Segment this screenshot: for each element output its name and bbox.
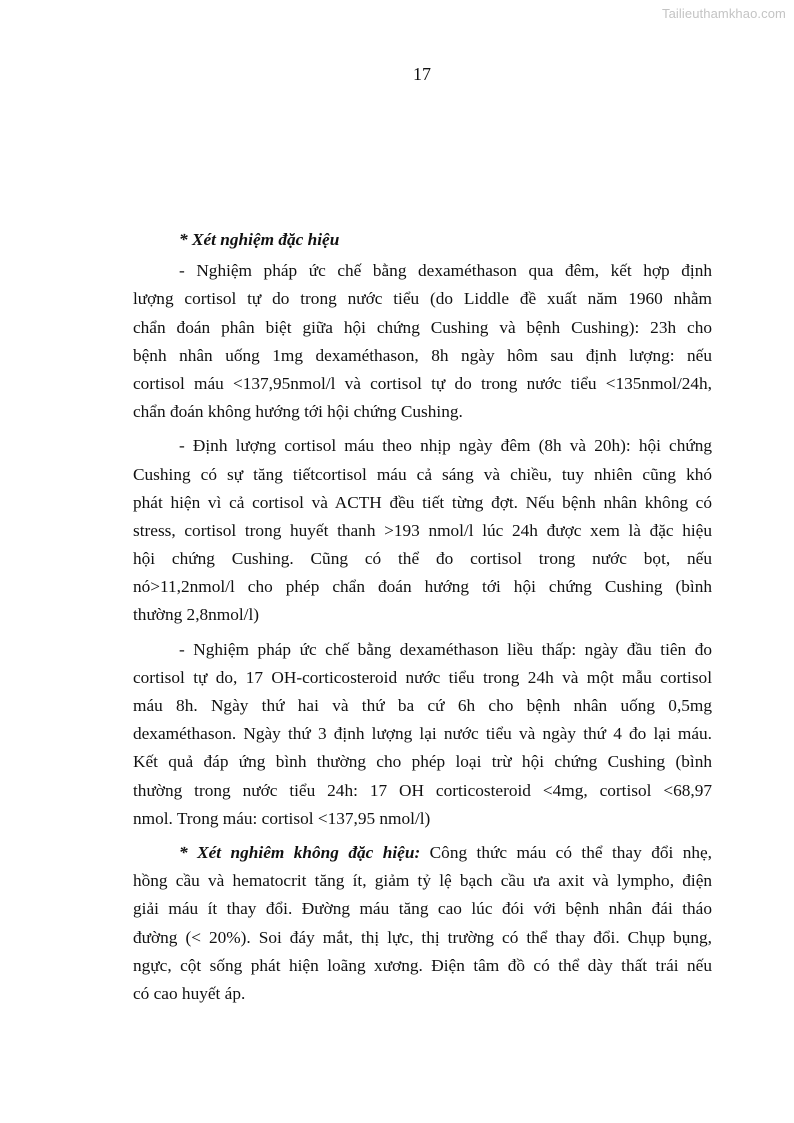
text-line: nmol. Trong máu: cortisol <137,95 nmol/l) (133, 808, 431, 828)
text-fragment: Công thức máu có thể thay đổi nhẹ, (420, 842, 712, 862)
text-line: giải máu ít thay đổi. Đường máu tăng cao lúc đói với bệnh nhân đái tháo (133, 899, 712, 919)
text-line: thường 2,8nmol/l) (133, 605, 260, 625)
paragraph-nonspecific-tests (133, 839, 712, 1008)
paragraph-circadian-cortisol (133, 432, 712, 629)
text-line: chẩn đoán không hướng tới hội chứng Cushing. (133, 402, 463, 422)
text-line: - Nghiệm pháp ức chế bằng dexaméthason liều thấp: ngày đầu tiên đo (179, 639, 712, 659)
text-line: nó>11,2nmol/l cho phép chẩn đoán hướng tới hội chứng Cushing (bình (133, 577, 712, 597)
text-line: bệnh nhân uống 1mg dexaméthason, 8h ngày hôm sau định lượng: nếu (133, 345, 712, 365)
text-line: - Định lượng cortisol máu theo nhịp ngày đêm (8h và 20h): hội chứng (179, 436, 712, 456)
section-heading: * Xét nghiệm đặc hiệu (179, 230, 340, 249)
text-line: stress, cortisol trong huyết thanh >193 nmol/l lúc 24h được xem là đặc hiệu (133, 520, 712, 540)
page-number: 17 (413, 64, 431, 84)
paragraph-low-dose-dexamethasone-test (133, 636, 712, 833)
text-line (133, 839, 712, 867)
text-line: đường (< 20%). Soi đáy mắt, thị lực, thị trường có thể thay đổi. Chụp bụng, (133, 927, 712, 947)
text-line: hồng cầu và hematocrit tăng ít, giảm tỷ lệ bạch cầu ưa axit và lympho, điện (133, 871, 712, 891)
subsection-heading: * Xét nghiêm không đặc hiệu: (179, 842, 421, 862)
text-line: - Nghiệm pháp ức chế bằng dexaméthason qua đêm, kết hợp định (179, 261, 712, 281)
text-line: chẩn đoán phân biệt giữa hội chứng Cushing và bệnh Cushing): 23h cho (133, 317, 712, 337)
paragraph-overnight-dexamethasone-test (133, 257, 712, 426)
text-line: hội chứng Cushing. Cũng có thể đo cortisol trong nước bọt, nếu (133, 549, 712, 569)
text-line: cortisol tự do, 17 OH-corticosteroid nước tiểu trong 24h và một mẫu cortisol (133, 667, 712, 687)
watermark: Tailieuthamkhao.com (661, 6, 786, 21)
text-line: có cao huyết áp. (133, 983, 246, 1003)
text-line: phát hiện vì cả cortisol và ACTH đều tiết từng đợt. Nếu bệnh nhân không có (133, 492, 712, 512)
text-line: Cushing có sự tăng tiếtcortisol máu cả sáng và chiều, tuy nhiên cũng khó (133, 464, 712, 484)
text-line: Kết quả đáp ứng bình thường cho phép loại trừ hội chứng Cushing (bình (133, 752, 712, 772)
document-body (133, 226, 712, 1014)
text-line: lượng cortisol tự do trong nước tiểu (do Liddle đề xuất năm 1960 nhằm (133, 289, 712, 309)
text-line: dexaméthason. Ngày thứ 3 định lượng lại nước tiểu và ngày thứ 4 đo lại máu. (133, 724, 712, 744)
text-line: ngực, cột sống phát hiện loãng xương. Điện tâm đồ có thể dày thất trái nếu (133, 955, 712, 975)
text-line: thường trong nước tiểu 24h: 17 OH corticosteroid <4mg, cortisol <68,97 (133, 780, 712, 800)
text-line: máu 8h. Ngày thứ hai và thứ ba cứ 6h cho bệnh nhân uống 0,5mg (133, 696, 712, 716)
text-line: cortisol máu <137,95nmol/l và cortisol tự do trong nước tiểu <135nmol/24h, (133, 373, 712, 393)
